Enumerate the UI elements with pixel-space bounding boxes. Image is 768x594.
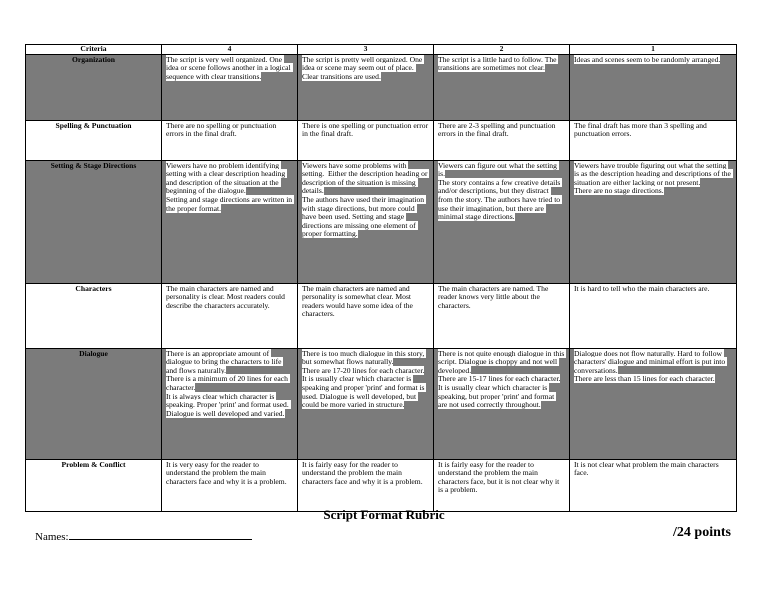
cell-text: The script is very well organized. One idea or scene follows another in a logical sequence with clear transitions. (166, 54, 293, 81)
header-score-4: 4 (162, 45, 298, 55)
cell-text: Viewers have some problems with setting. Either the description heading or description of the situation is missing details. The authors have used their imagination with stage directions, but more could have been used. Setting and stage directions are missing one element of proper formatting. (302, 160, 428, 239)
rubric-cell (434, 160, 570, 283)
rubric-cell (434, 54, 570, 120)
rubric-cell (570, 283, 737, 348)
rubric-cell (298, 160, 434, 283)
row-spelling (26, 120, 737, 160)
cell-text: The final draft has more than 3 spelling and punctuation errors. (574, 120, 709, 139)
row-dialogue (26, 348, 737, 459)
cell-text: The main characters are named and personality is somewhat clear. Most readers would have some idea of the characters. (302, 283, 415, 319)
criteria-label: Characters (26, 283, 162, 348)
cell-text: It is very easy for the reader to understand the problem the main characters face and why it is a problem. (166, 459, 287, 486)
row-problem (26, 459, 737, 511)
row-characters (26, 283, 737, 348)
rubric-table (25, 44, 737, 512)
cell-text: Ideas and scenes seem to be randomly arranged. (574, 54, 721, 64)
cell-text: The script is a little hard to follow. The transitions are sometimes not clear. (438, 54, 559, 73)
names-blank-line[interactable] (69, 528, 252, 540)
criteria-label: Organization (26, 54, 162, 120)
rubric-title: Script Format Rubric (323, 507, 445, 522)
points-total: /24 points (673, 525, 731, 540)
row-setting (26, 160, 737, 283)
rubric-cell (162, 120, 298, 160)
header-score-2: 2 (434, 45, 570, 55)
cell-text: The script is pretty well organized. One idea or scene may seem out of place. Clear transitions are used. (302, 54, 425, 81)
rubric-cell (570, 348, 737, 459)
header-row (26, 45, 737, 55)
rubric-cell (434, 283, 570, 348)
rubric-cell (298, 54, 434, 120)
rubric-cell (434, 348, 570, 459)
rubric-cell (298, 283, 434, 348)
cell-text: The main characters are named and personality is clear. Most readers could describe the characters accurately. (166, 283, 287, 310)
rubric-cell (570, 120, 737, 160)
cell-text: It is fairly easy for the reader to understand the problem the main characters face, but it is not clear why it is a problem. (438, 459, 562, 495)
cell-text: There are 2-3 spelling and punctuation errors in the final draft. (438, 120, 558, 139)
cell-text: There are no spelling or punctuation errors in the final draft. (166, 120, 279, 139)
header-criteria: Criteria (26, 45, 162, 55)
header-score-1: 1 (570, 45, 737, 55)
cell-text: It is hard to tell who the main characters are. (574, 283, 710, 293)
cell-text: There is one spelling or punctuation error in the final draft. (302, 120, 431, 139)
criteria-label: Setting & Stage Directions (26, 160, 162, 283)
row-organization (26, 54, 737, 120)
rubric-cell (162, 160, 298, 283)
cell-text: There is too much dialogue in this story, but somewhat flows naturally. There are 17-20 lines for each character. It is usually clear which character is speaking and proper 'print' and format is used. Dialogue is well developed, but could be more varied in structure. (302, 348, 425, 410)
rubric-cell (162, 459, 298, 511)
names-label: Names: (35, 531, 69, 543)
criteria-label: Spelling & Punctuation (26, 120, 162, 160)
cell-text: Viewers can figure out what the setting is. The story contains a few creative details and/or descriptions, but they distract from the story. The authors have tried to use their imagination, but there are minimal stage directions. (438, 160, 561, 222)
cell-text: Viewers have no problem identifying setting with a clear description heading and description of the situation at the beginning of the dialogue. Setting and stage directions are written in the proper format. (166, 160, 293, 213)
cell-text: There is not quite enough dialogue in this script. Dialogue is choppy and not well developed. There are 15-17 lines for each character. It is usually clear which character is speaking, but proper 'print' and format are not used correctly throughout. (438, 348, 565, 410)
cell-text: It is fairly easy for the reader to understand the problem the main characters face and why it is a problem. (302, 459, 423, 486)
cell-text: Viewers have trouble figuring out what the setting is as the description heading and descriptions of the situation are either lacking or not present. There are no stage directions. (574, 160, 731, 196)
cell-text: The main characters are named. The reader knows very little about the characters. (438, 283, 551, 310)
rubric-cell (298, 348, 434, 459)
rubric-cell (570, 459, 737, 511)
criteria-label: Problem & Conflict (26, 459, 162, 511)
rubric-cell (298, 120, 434, 160)
rubric-cell (570, 160, 737, 283)
rubric-cell (570, 54, 737, 120)
criteria-label: Dialogue (26, 348, 162, 459)
cell-text: It is not clear what problem the main characters face. (574, 459, 721, 478)
header-score-3: 3 (298, 45, 434, 55)
rubric-cell (298, 459, 434, 511)
rubric-cell (434, 459, 570, 511)
rubric-cell (434, 120, 570, 160)
cell-text: There is an appropriate amount of dialogue to bring the characters to life and flows naturally. There is a minimum of 20 lines for each character. It is always clear which character is speaking. Proper 'print' and format used. Dialogue is well developed and varied. (166, 348, 289, 418)
rubric-cell (162, 54, 298, 120)
rubric-cell (162, 283, 298, 348)
rubric-cell (162, 348, 298, 459)
cell-text: Dialogue does not flow naturally. Hard to follow characters' dialogue and minimal effort is put into conversations. There are less than 15 lines for each character. (574, 348, 726, 384)
names-field (35, 528, 252, 543)
